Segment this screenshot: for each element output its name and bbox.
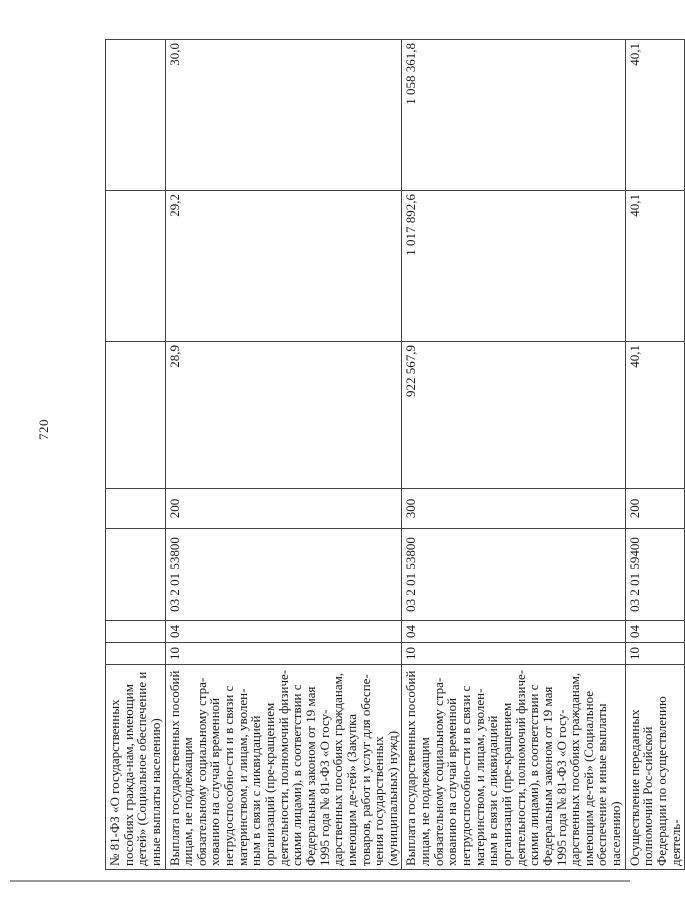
- table-row: [165, 40, 402, 870]
- row-expense-type: [106, 489, 166, 529]
- row-value-3: 40,1: [625, 40, 685, 191]
- row-value-1: 40,1: [625, 342, 685, 489]
- row-section: 10: [402, 643, 625, 665]
- scan-edge-divider: [10, 880, 630, 882]
- row-value-3: [106, 40, 166, 191]
- row-section: 10: [165, 643, 402, 665]
- row-value-1: 28,9: [165, 342, 402, 489]
- row-subsection: 04: [625, 621, 685, 643]
- row-section: 10: [625, 643, 685, 665]
- row-target-article: [106, 529, 166, 621]
- row-value-2: [106, 191, 166, 342]
- row-value-3: 1 058 361,8: [402, 40, 625, 191]
- page-number: 720: [36, 419, 51, 440]
- row-subsection: 04: [402, 621, 625, 643]
- row-subsection: 04: [165, 621, 402, 643]
- table-row: [402, 40, 625, 870]
- row-expense-type: 300: [402, 489, 625, 529]
- row-section: [106, 643, 166, 665]
- row-name: Выплата государственных пособий лицам, не подлежащим обязательному социальному стра-хованию на случай временной нетрудоспособно-сти и в связи с материнством, и лицам, уволен-ным в связи с ликвидацией организаций (пре-кращением деятельности, полномочий физиче-скими лицами), в соответствии с Федеральным законом от 19 мая 1995 года № 81-ФЗ «О госу-дарственных пособиях гражданам, имеющим де-тей» (Социальное обеспечение и иные выплаты населению): [402, 665, 625, 870]
- table-row: [625, 40, 685, 870]
- row-target-article: 03 2 01 53800: [165, 529, 402, 621]
- row-target-article: 03 2 01 59400: [625, 529, 685, 621]
- row-value-2: 1 017 892,6: [402, 191, 625, 342]
- budget-table: [105, 39, 685, 870]
- row-target-article: 03 2 01 53800: [402, 529, 625, 621]
- table-row: [106, 40, 166, 870]
- row-value-1: [106, 342, 166, 489]
- row-expense-type: 200: [625, 489, 685, 529]
- row-value-3: 30,0: [165, 40, 402, 191]
- rotated-page-content: [105, 40, 683, 870]
- row-value-2: 40,1: [625, 191, 685, 342]
- row-value-1: 922 567,9: [402, 342, 625, 489]
- row-name: № 81-ФЗ «О государственных пособиях гражда-нам, имеющим детей» (Социальное обеспечение и иные выплаты населению): [106, 665, 166, 870]
- row-name: Выплата государственных пособий лицам, не подлежащим обязательному социальному стра-хованию на случай временной нетрудоспособно-сти и в связи с материнством, и лицам, уволен-ным в связи с ликвидацией организаций (пре-кращением деятельности, полномочий физиче-скими лицами), в соответствии с Федеральным законом от 19 мая 1995 года № 81-ФЗ «О госу-дарственных пособиях гражданам, имеющим де-тей» (Закупка товаров, работ и услуг для обеспе-чения государственных (муниципальных) нужд): [165, 665, 402, 870]
- row-value-2: 29,2: [165, 191, 402, 342]
- row-name: Осуществление переданных полномочий Рос-сийской Федерации по осуществлению деятель-: [625, 665, 685, 870]
- row-expense-type: 200: [165, 489, 402, 529]
- row-subsection: [106, 621, 166, 643]
